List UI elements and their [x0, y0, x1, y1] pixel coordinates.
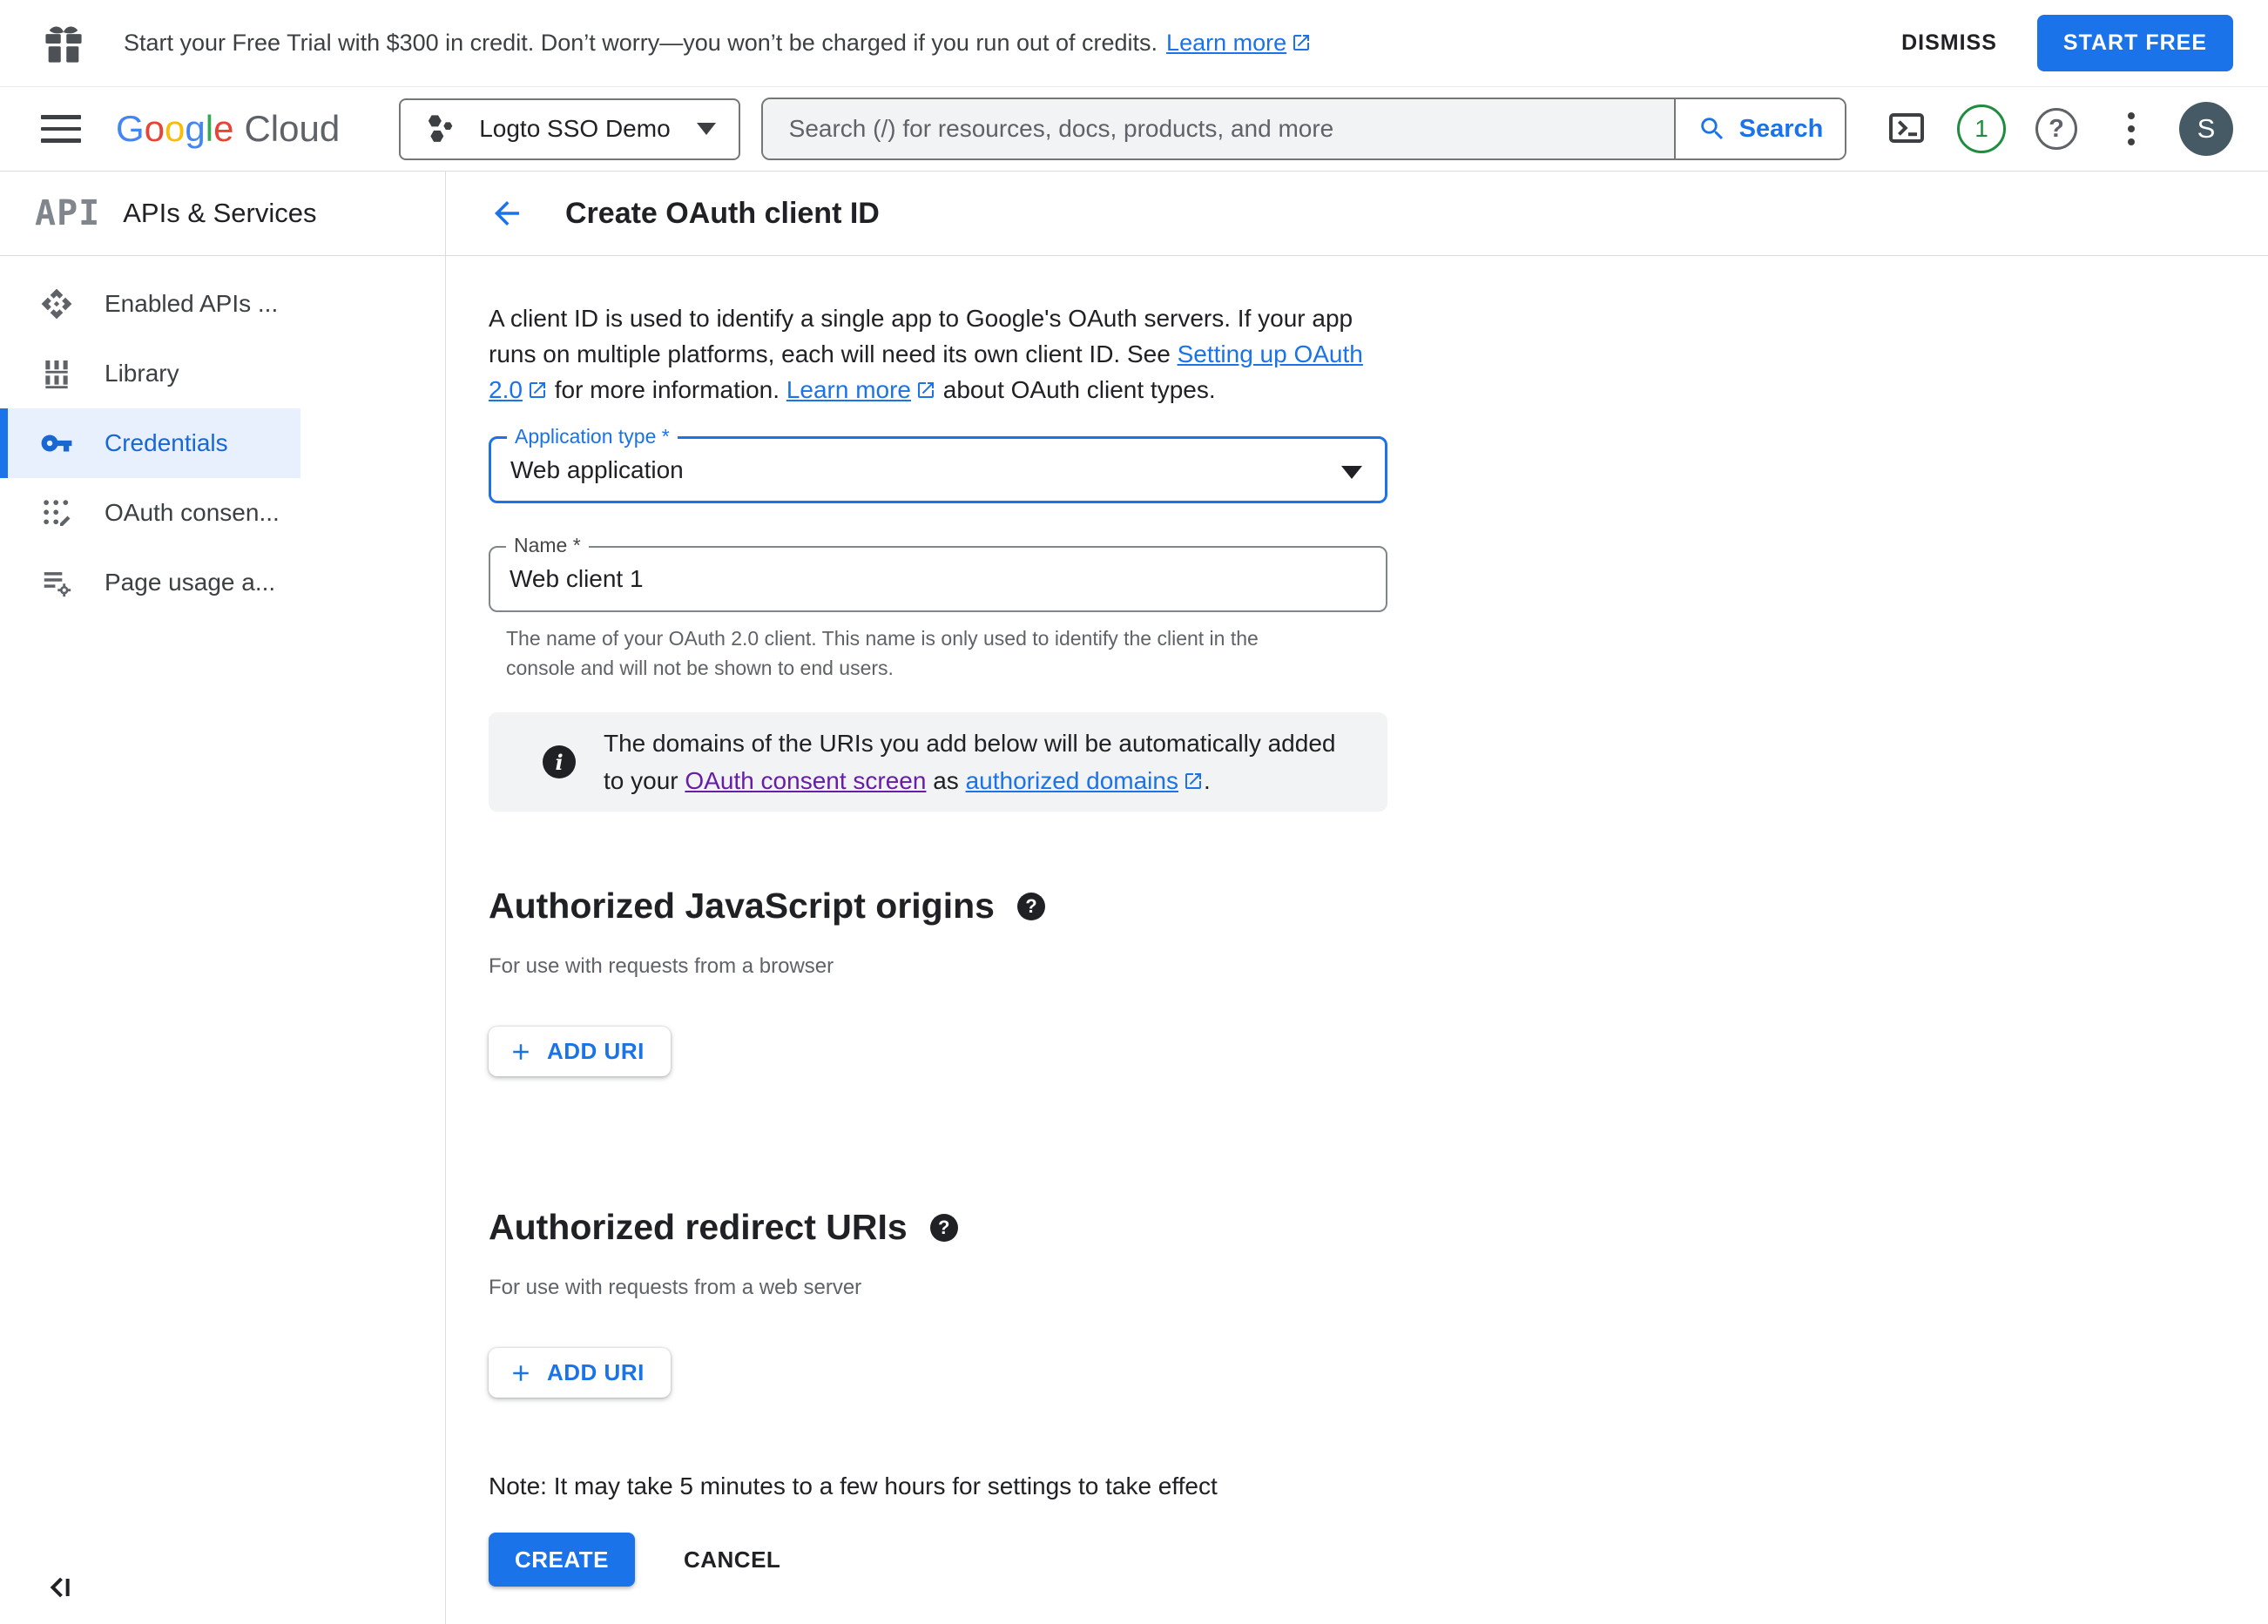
search-icon: [1698, 114, 1727, 144]
setting-up-oauth-link[interactable]: Setting up OAuth 2.0: [489, 340, 1363, 403]
free-trial-banner: [0, 0, 2268, 87]
collapse-sidebar-icon[interactable]: [42, 1570, 77, 1605]
sidebar-header: [0, 172, 445, 256]
search-bar: [761, 98, 1846, 160]
app-bar: [0, 87, 2268, 172]
sidebar-item-credentials[interactable]: Credentials: [0, 408, 300, 478]
form-actions: [489, 1533, 2268, 1587]
settings-note: Note: It may take 5 minutes to a few hours for settings to take effect: [489, 1472, 1218, 1499]
cloud-shell-icon[interactable]: [1886, 107, 1927, 152]
search-input[interactable]: [763, 99, 1674, 158]
external-link-icon: [915, 380, 936, 401]
create-button[interactable]: CREATE: [489, 1533, 635, 1587]
start-free-button[interactable]: START FREE: [2037, 15, 2233, 71]
consent-icon: [40, 496, 73, 529]
page-usage-icon: [40, 566, 73, 599]
body: [0, 172, 2268, 1624]
sidebar-title: APIs & Services: [123, 198, 317, 228]
banner-message: Start your Free Trial with $300 in credit. Don’t worry—you won’t be charged if you run out of credits.: [124, 30, 1158, 56]
avatar[interactable]: S: [2179, 102, 2233, 156]
project-selector[interactable]: [399, 98, 739, 160]
name-label: Name *: [506, 534, 589, 557]
authorized-domains-link[interactable]: authorized domains: [966, 767, 1204, 794]
menu-icon[interactable]: [41, 115, 81, 143]
add-uri-button-redirects[interactable]: ADD URI: [489, 1348, 671, 1398]
main-panel: [446, 172, 2268, 1624]
project-name: Logto SSO Demo: [479, 115, 671, 142]
learn-more-link[interactable]: Learn more: [786, 376, 936, 403]
notifications-badge[interactable]: 1: [1957, 104, 2006, 153]
sidebar-item-library[interactable]: Library: [0, 339, 300, 408]
external-link-icon: [1291, 32, 1312, 53]
cancel-button[interactable]: CANCEL: [683, 1546, 781, 1573]
name-field: [489, 534, 1387, 612]
redirect-uris-section-header: [489, 1207, 2268, 1248]
api-logo: API: [35, 193, 101, 233]
dismiss-button[interactable]: DISMISS: [1872, 30, 2027, 56]
library-icon: [40, 357, 73, 390]
info-text: The domains of the URIs you add below will be automatically added to your OAuth consent screen as authorized domains .: [604, 730, 1336, 794]
help-icon[interactable]: ?: [1017, 893, 1045, 920]
help-icon[interactable]: ?: [2035, 108, 2077, 150]
add-uri-button-origins[interactable]: ADD URI: [489, 1027, 671, 1076]
sidebar-item-enabled-apis[interactable]: Enabled APIs ...: [0, 269, 300, 339]
application-type-select[interactable]: [489, 425, 1387, 503]
help-icon[interactable]: ?: [930, 1214, 958, 1242]
oauth-consent-screen-link[interactable]: OAuth consent screen: [685, 767, 927, 794]
name-helper-text: The name of your OAuth 2.0 client. This name is only used to identify the client in the console and will not be shown to end users.: [506, 627, 1259, 679]
search-button[interactable]: Search: [1674, 99, 1845, 158]
gift-icon: [41, 21, 86, 66]
redirect-uris-heading: Authorized redirect URIs: [489, 1207, 908, 1247]
name-input[interactable]: [490, 565, 1341, 593]
form-content: [446, 256, 2268, 1624]
project-hexagons-icon: [423, 111, 458, 146]
external-link-icon: [527, 380, 548, 401]
intro-paragraph: A client ID is used to identify a single app to Google's OAuth servers. If your app runs on multiple platforms, each will need its own client ID. See Setting up OAuth 2.0 for more information. Learn more about OAuth client types.: [489, 305, 1363, 403]
api-dashboard-icon: [40, 287, 73, 320]
banner-learn-more-link[interactable]: Learn more: [1166, 30, 1312, 57]
back-arrow-icon[interactable]: [489, 195, 525, 232]
page-title: Create OAuth client ID: [565, 196, 880, 230]
redirect-uris-subtitle: For use with requests from a web server: [489, 1276, 862, 1299]
logo-google: Google: [116, 108, 234, 149]
dropdown-caret-icon: [1341, 466, 1362, 479]
plus-icon: [508, 1360, 534, 1386]
application-type-value: Web application: [510, 455, 684, 483]
sidebar-item-oauth-consent[interactable]: OAuth consen...: [0, 478, 300, 548]
js-origins-heading: Authorized JavaScript origins: [489, 886, 995, 926]
sidebar: [0, 172, 446, 1624]
logo-cloud: Cloud: [244, 108, 341, 149]
more-options-icon[interactable]: [2128, 112, 2135, 145]
sidebar-item-page-usage[interactable]: Page usage a...: [0, 548, 300, 617]
info-icon: i: [543, 745, 576, 778]
page-header: [446, 172, 2268, 256]
info-box: [489, 712, 1387, 812]
chevron-down-icon: [697, 123, 716, 135]
js-origins-subtitle: For use with requests from a browser: [489, 954, 834, 978]
external-link-icon: [1183, 771, 1204, 792]
plus-icon: [508, 1039, 534, 1065]
application-type-label: Application type *: [507, 425, 678, 448]
js-origins-section-header: [489, 886, 2268, 927]
key-icon: [40, 427, 73, 460]
appbar-icons: [1869, 102, 2244, 156]
google-cloud-logo: [116, 108, 340, 150]
sidebar-nav: [0, 256, 445, 617]
